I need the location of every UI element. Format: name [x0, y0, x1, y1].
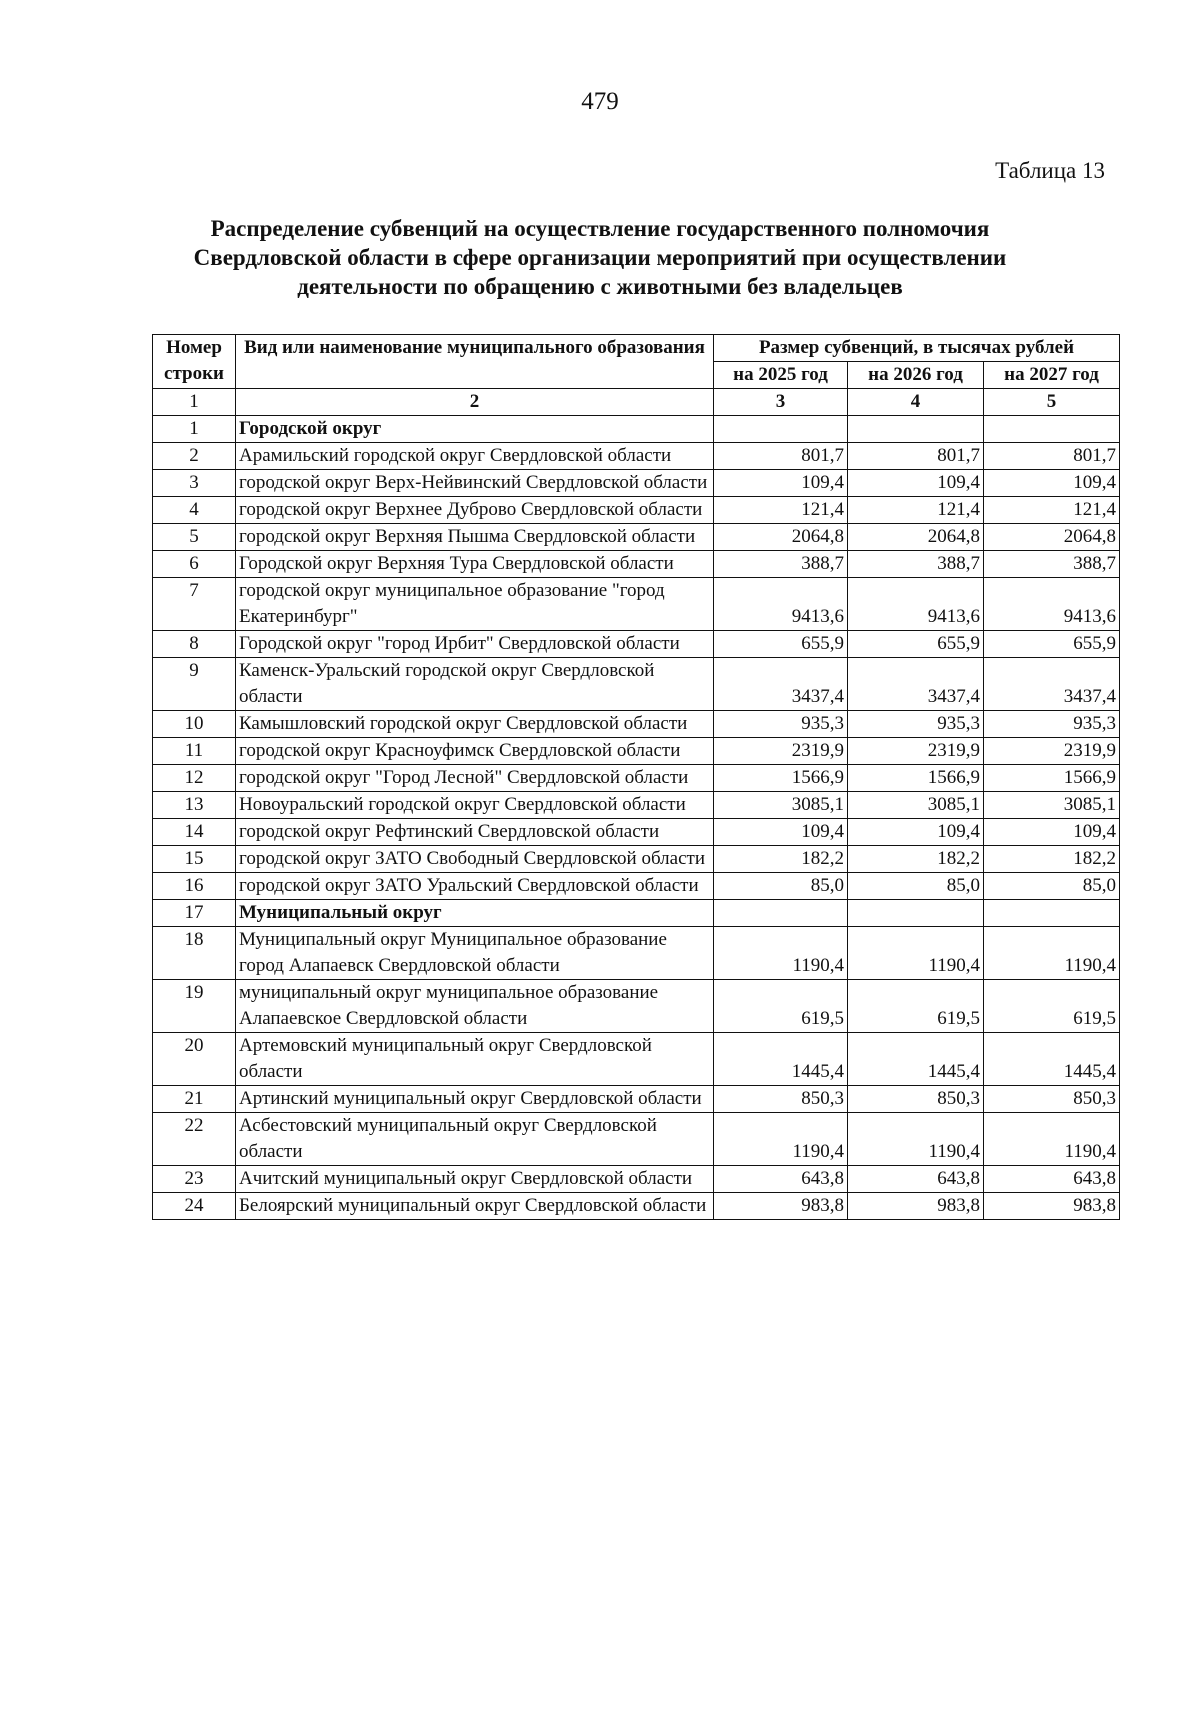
table-row	[153, 658, 1120, 711]
amount-2025-cell: 3085,1	[714, 792, 848, 819]
column-number: 5	[984, 389, 1120, 416]
municipality-name-cell: городской округ Верхняя Пышма Свердловской области	[236, 524, 714, 551]
document-title	[150, 214, 1050, 301]
municipality-name-cell: Муниципальный округ Муниципальное образование город Алапаевск Свердловской области	[236, 927, 714, 980]
amount-2027-cell: 182,2	[984, 846, 1120, 873]
municipality-name-cell: муниципальный округ муниципальное образование Алапаевское Свердловской области	[236, 980, 714, 1033]
amount-2025-cell: 182,2	[714, 846, 848, 873]
row-number-cell: 19	[153, 980, 236, 1033]
row-number-cell: 4	[153, 497, 236, 524]
table-row	[153, 927, 1120, 980]
header-amount: Размер субвенций, в тысячах рублей	[714, 335, 1120, 362]
amount-2027-cell: 3437,4	[984, 658, 1120, 711]
page-number: 479	[581, 88, 619, 115]
amount-2025-cell: 619,5	[714, 980, 848, 1033]
amount-2025-cell: 655,9	[714, 631, 848, 658]
amount-2026-cell: 1566,9	[848, 765, 984, 792]
amount-2025-cell: 1445,4	[714, 1033, 848, 1086]
row-number-cell: 1	[153, 416, 236, 443]
amount-2025-cell: 3437,4	[714, 658, 848, 711]
amount-2026-cell: 182,2	[848, 846, 984, 873]
amount-2027-cell: 935,3	[984, 711, 1120, 738]
amount-2027-cell: 850,3	[984, 1086, 1120, 1113]
table-label: Таблица 13	[995, 158, 1105, 183]
amount-2027-cell: 1566,9	[984, 765, 1120, 792]
municipality-name-cell: Городской округ	[236, 416, 714, 443]
amount-2027-cell: 85,0	[984, 873, 1120, 900]
municipality-name-cell: Городской округ "город Ирбит" Свердловской области	[236, 631, 714, 658]
table-row	[153, 873, 1120, 900]
municipality-name-cell: городской округ муниципальное образование "город Екатеринбург"	[236, 578, 714, 631]
table-row	[153, 846, 1120, 873]
header-name: Вид или наименование муниципального образования	[236, 335, 714, 389]
municipality-name-cell: Белоярский муниципальный округ Свердловской области	[236, 1193, 714, 1220]
municipality-name-cell: Асбестовский муниципальный округ Свердловской области	[236, 1113, 714, 1166]
row-number-cell: 14	[153, 819, 236, 846]
amount-2027-cell: 801,7	[984, 443, 1120, 470]
row-number-cell: 21	[153, 1086, 236, 1113]
amount-2026-cell	[848, 416, 984, 443]
table-row	[153, 1033, 1120, 1086]
amount-2025-cell: 9413,6	[714, 578, 848, 631]
amount-2027-cell: 1445,4	[984, 1033, 1120, 1086]
row-number-cell: 23	[153, 1166, 236, 1193]
amount-2026-cell: 109,4	[848, 470, 984, 497]
table-row	[153, 497, 1120, 524]
amount-2026-cell: 9413,6	[848, 578, 984, 631]
amount-2026-cell: 935,3	[848, 711, 984, 738]
amount-2027-cell: 1190,4	[984, 927, 1120, 980]
amount-2025-cell: 1190,4	[714, 1113, 848, 1166]
row-number-cell: 15	[153, 846, 236, 873]
amount-2027-cell: 643,8	[984, 1166, 1120, 1193]
municipality-name-cell: городской округ Рефтинский Свердловской области	[236, 819, 714, 846]
row-number-cell: 17	[153, 900, 236, 927]
amount-2027-cell: 655,9	[984, 631, 1120, 658]
table-row	[153, 631, 1120, 658]
amount-2026-cell: 1445,4	[848, 1033, 984, 1086]
municipality-name-cell: городской округ ЗАТО Уральский Свердловской области	[236, 873, 714, 900]
table-row	[153, 578, 1120, 631]
amount-2027-cell: 121,4	[984, 497, 1120, 524]
amount-2026-cell: 1190,4	[848, 1113, 984, 1166]
amount-2027-cell: 3085,1	[984, 792, 1120, 819]
header-year-2026: на 2026 год	[848, 362, 984, 389]
amount-2027-cell	[984, 900, 1120, 927]
municipality-name-cell: городской округ Красноуфимск Свердловской области	[236, 738, 714, 765]
amount-2025-cell: 850,3	[714, 1086, 848, 1113]
municipality-name-cell: Каменск-Уральский городской округ Свердловской области	[236, 658, 714, 711]
table-row	[153, 470, 1120, 497]
amount-2026-cell: 1190,4	[848, 927, 984, 980]
title-line: деятельности по обращению с животными без владельцев	[297, 274, 903, 299]
amount-2025-cell	[714, 900, 848, 927]
header-year-2027: на 2027 год	[984, 362, 1120, 389]
amount-2027-cell: 2319,9	[984, 738, 1120, 765]
amount-2027-cell: 1190,4	[984, 1113, 1120, 1166]
amount-2025-cell: 801,7	[714, 443, 848, 470]
amount-2025-cell: 109,4	[714, 819, 848, 846]
row-number-cell: 18	[153, 927, 236, 980]
amount-2027-cell: 619,5	[984, 980, 1120, 1033]
amount-2025-cell	[714, 416, 848, 443]
row-number-cell: 5	[153, 524, 236, 551]
table-row	[153, 765, 1120, 792]
row-number-cell: 16	[153, 873, 236, 900]
municipality-name-cell: Городской округ Верхняя Тура Свердловской области	[236, 551, 714, 578]
municipality-name-cell: городской округ Верхнее Дуброво Свердловской области	[236, 497, 714, 524]
table-body	[153, 416, 1120, 1220]
amount-2026-cell: 643,8	[848, 1166, 984, 1193]
column-number: 1	[153, 389, 236, 416]
municipality-name-cell: Камышловский городской округ Свердловской области	[236, 711, 714, 738]
header-row-number: Номер строки	[153, 335, 236, 389]
amount-2027-cell: 2064,8	[984, 524, 1120, 551]
amount-2026-cell: 3085,1	[848, 792, 984, 819]
row-number-cell: 9	[153, 658, 236, 711]
section-row	[153, 416, 1120, 443]
column-number: 2	[236, 389, 714, 416]
row-number-cell: 6	[153, 551, 236, 578]
amount-2026-cell: 109,4	[848, 819, 984, 846]
table-row	[153, 1113, 1120, 1166]
municipality-name-cell: Артинский муниципальный округ Свердловской области	[236, 1086, 714, 1113]
amount-2025-cell: 1566,9	[714, 765, 848, 792]
amount-2026-cell: 850,3	[848, 1086, 984, 1113]
municipality-name-cell: Муниципальный округ	[236, 900, 714, 927]
amount-2025-cell: 935,3	[714, 711, 848, 738]
amount-2025-cell: 121,4	[714, 497, 848, 524]
amount-2026-cell: 983,8	[848, 1193, 984, 1220]
table-row	[153, 443, 1120, 470]
row-number-cell: 11	[153, 738, 236, 765]
header-year-2025: на 2025 год	[714, 362, 848, 389]
table-row	[153, 792, 1120, 819]
column-number: 3	[714, 389, 848, 416]
amount-2025-cell: 1190,4	[714, 927, 848, 980]
table-row	[153, 738, 1120, 765]
amount-2026-cell	[848, 900, 984, 927]
row-number-cell: 10	[153, 711, 236, 738]
amount-2027-cell: 388,7	[984, 551, 1120, 578]
section-row	[153, 900, 1120, 927]
amount-2027-cell: 9413,6	[984, 578, 1120, 631]
row-number-cell: 7	[153, 578, 236, 631]
amount-2026-cell: 655,9	[848, 631, 984, 658]
table-row	[153, 1086, 1120, 1113]
row-number-cell: 22	[153, 1113, 236, 1166]
municipality-name-cell: городской округ ЗАТО Свободный Свердловской области	[236, 846, 714, 873]
municipality-name-cell: Артемовский муниципальный округ Свердловской области	[236, 1033, 714, 1086]
row-number-cell: 8	[153, 631, 236, 658]
row-number-cell: 3	[153, 470, 236, 497]
amount-2026-cell: 85,0	[848, 873, 984, 900]
amount-2026-cell: 619,5	[848, 980, 984, 1033]
amount-2027-cell: 983,8	[984, 1193, 1120, 1220]
amount-2026-cell: 2319,9	[848, 738, 984, 765]
amount-2025-cell: 983,8	[714, 1193, 848, 1220]
table-row	[153, 819, 1120, 846]
municipality-name-cell: Ачитский муниципальный округ Свердловской области	[236, 1166, 714, 1193]
amount-2026-cell: 388,7	[848, 551, 984, 578]
amount-2025-cell: 85,0	[714, 873, 848, 900]
municipality-name-cell: Новоуральский городской округ Свердловской области	[236, 792, 714, 819]
row-number-cell: 2	[153, 443, 236, 470]
amount-2026-cell: 801,7	[848, 443, 984, 470]
amount-2025-cell: 388,7	[714, 551, 848, 578]
table-row	[153, 980, 1120, 1033]
amount-2025-cell: 2319,9	[714, 738, 848, 765]
row-number-cell: 24	[153, 1193, 236, 1220]
amount-2025-cell: 109,4	[714, 470, 848, 497]
table-row	[153, 551, 1120, 578]
row-number-cell: 20	[153, 1033, 236, 1086]
row-number-cell: 12	[153, 765, 236, 792]
municipality-name-cell: Арамильский городской округ Свердловской области	[236, 443, 714, 470]
title-line: Свердловской области в сфере организации мероприятий при осуществлении	[193, 245, 1007, 270]
municipality-name-cell: городской округ Верх-Нейвинский Свердловской области	[236, 470, 714, 497]
amount-2025-cell: 643,8	[714, 1166, 848, 1193]
amount-2025-cell: 2064,8	[714, 524, 848, 551]
table-row	[153, 1166, 1120, 1193]
title-line: Распределение субвенций на осуществление государственного полномочия	[210, 216, 990, 241]
amount-2027-cell: 109,4	[984, 470, 1120, 497]
row-number-cell: 13	[153, 792, 236, 819]
amount-2027-cell: 109,4	[984, 819, 1120, 846]
table-row	[153, 524, 1120, 551]
municipality-name-cell: городской округ "Город Лесной" Свердловской области	[236, 765, 714, 792]
amount-2026-cell: 121,4	[848, 497, 984, 524]
column-number: 4	[848, 389, 984, 416]
subvention-table	[152, 334, 1120, 1220]
table-row	[153, 711, 1120, 738]
amount-2026-cell: 3437,4	[848, 658, 984, 711]
amount-2027-cell	[984, 416, 1120, 443]
amount-2026-cell: 2064,8	[848, 524, 984, 551]
table-row	[153, 1193, 1120, 1220]
